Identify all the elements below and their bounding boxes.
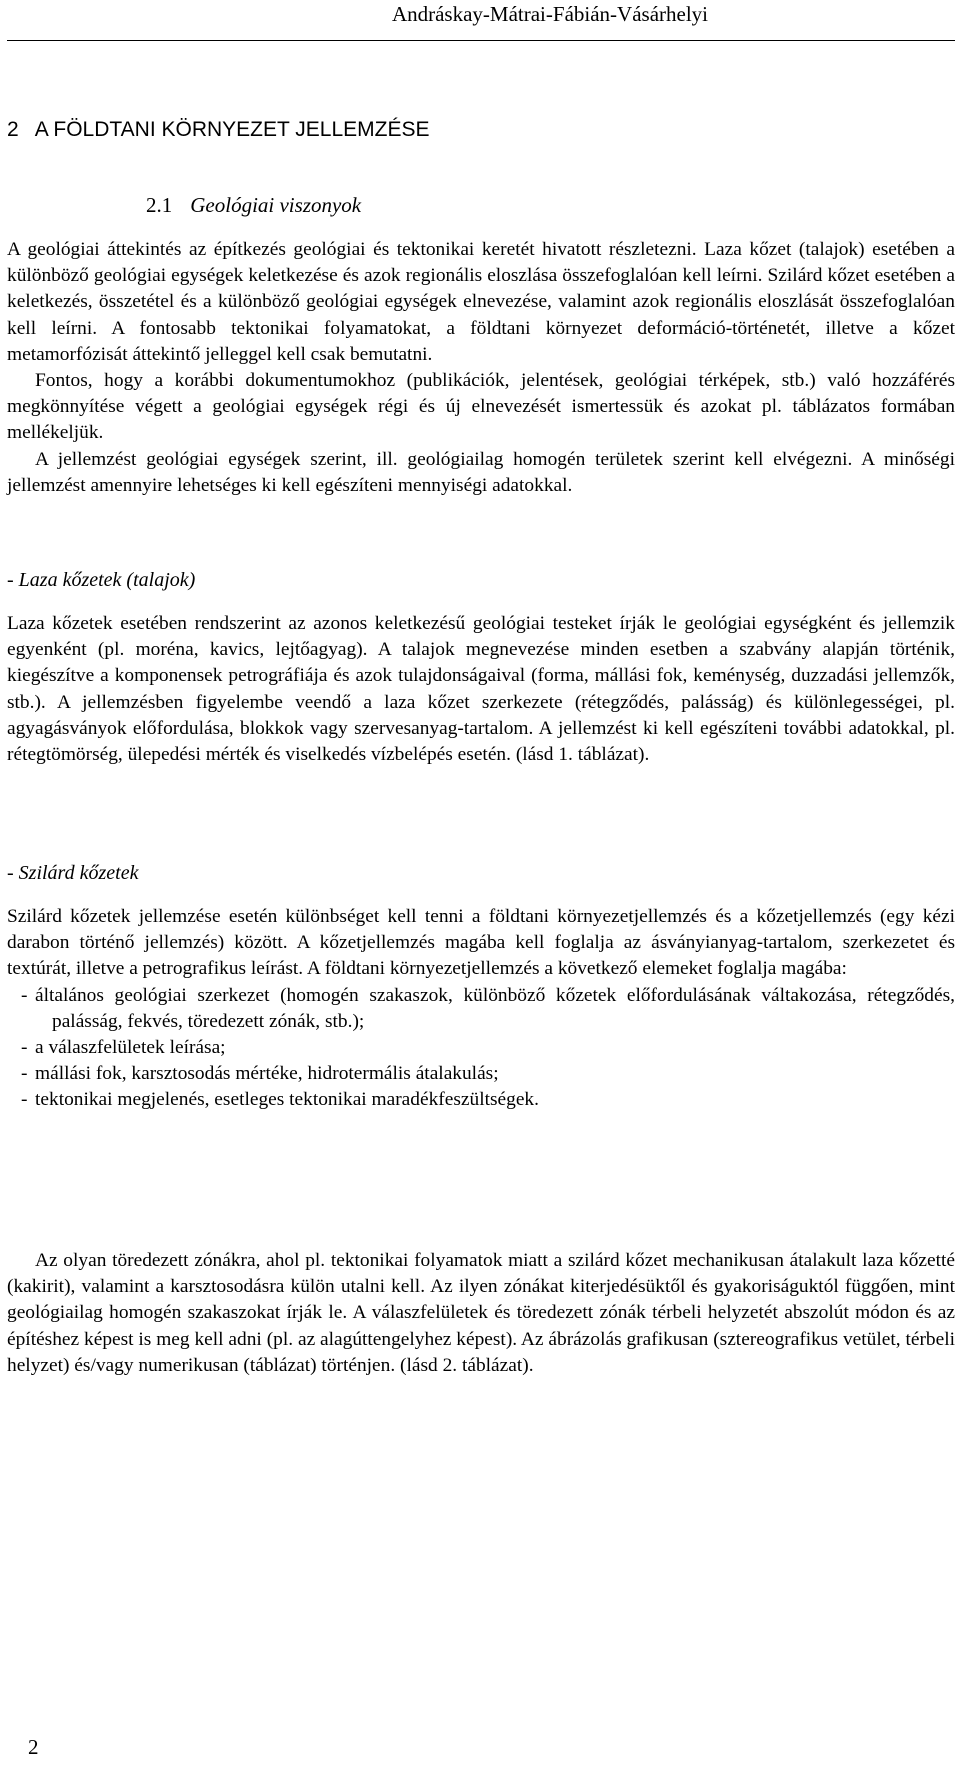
intro-paragraph-1: A geológiai áttekintés az építkezés geológiai és tektonikai keretét hivatott részletezni. Laza kőzet (talajok) esetében a különböző geológiai egységek keletkezése és azok regionális eloszlása összefoglalóan kell leírni. Szilárd kőzet esetében a keletkezés, összetétel és a különböző geológiai egységek elnevezése, valamint azok regionális eloszlását összefoglalóan kell leírni. A fontosabb tektonikai folyamatokat, a földtani környezet deformáció-történetét, illetve a kőzet metamorfózisát áttekintő jelleggel kell csak bemutatni. <box>7 239 955 365</box>
intro-paragraph-2: Fontos, hogy a korábbi dokumentumokhoz (publikációk, jelentések, geológiai térképek, stb.) való hozzáférés megkönnyítése végett a geológiai egységek régi és új elnevezését ismertessük és azokat pl. táblázatos formában mellékeljük. <box>7 370 955 444</box>
laza-heading: - Laza kőzetek (talajok) <box>7 569 196 591</box>
chapter-number: 2 <box>7 118 19 141</box>
szilard-heading: - Szilárd kőzetek <box>7 862 139 884</box>
list-item: - tektonikai megjelenés, esetleges tektonikai maradékfeszültségek. <box>7 1087 955 1113</box>
list-dash: - <box>21 1089 28 1111</box>
chapter-heading <box>7 118 430 142</box>
szilard-block-2 <box>7 1248 955 1379</box>
intro-paragraph-3: A jellemzést geológiai egységek szerint, ill. geológiailag homogén területek szerint kell elvégezni. A minőségi jellemzést amennyire lehetséges ki kell egészíteni mennyiségi adatokkal. <box>7 448 955 496</box>
list-item: - a válaszfelületek leírása; <box>7 1035 955 1061</box>
chapter-title: A FÖLDTANI KÖRNYEZET JELLEMZÉSE <box>34 118 430 141</box>
list-dash: - <box>21 1063 28 1085</box>
section-title: Geológiai viszonyok <box>190 193 362 217</box>
section-number: 2.1 <box>146 193 173 217</box>
section-heading <box>146 193 361 218</box>
page-number: 2 <box>28 1735 39 1759</box>
running-header: Andráskay-Mátrai-Fábián-Vásárhelyi <box>391 2 708 26</box>
list-dash: - <box>21 984 28 1006</box>
szilard-block <box>7 904 955 1114</box>
szilard-paragraph-2: Az olyan töredezett zónákra, ahol pl. tektonikai folyamatok miatt a szilárd kőzet mechanikusan átalakult laza kőzetté (kakirit), valamint a karsztosodásra külön utalni kell. Az ilyen zónákat kiterjedésüktől és gyakoriságuktól függően, mint geológiailag homogén szakaszokat írják le. A válaszfelületek és töredezett zónák térbeli helyzetét abszolút módon és az építéshez képest is meg kell adni (pl. az alagúttengelyhez képest). Az ábrázolás grafikusan (sztereografikus vetület, térbeli helyzet) és/vagy numerikusan (táblázat) történjen. (lásd 2. táblázat). <box>7 1250 955 1376</box>
list-item: - általános geológiai szerkezet (homogén szakaszok, különböző kőzetek előfordulásának váltakozása, rétegződés, palásság, fekvés, töredezett zónák, stb.); <box>21 984 955 1032</box>
szilard-paragraph-1: Szilárd kőzetek jellemzése esetén különbséget kell tenni a földtani környezetjellemzés és a kőzetjellemzés (egy kézi darabon történő jellemzés) között. A kőzetjellemzés magába kell foglalja az ásványianyag-tartalom, szerkezetet és textúrát, illetve a petrografikus leírást. A földtani környezetjellemzés a következő elemeket foglalja magába: <box>7 906 955 980</box>
szilard-element-list <box>7 983 955 1114</box>
laza-block <box>7 611 955 768</box>
intro-block <box>7 237 955 499</box>
list-dash: - <box>21 1037 28 1059</box>
list-item: - mállási fok, karsztosodás mértéke, hidrotermális átalakulás; <box>7 1061 955 1087</box>
header-rule <box>7 40 955 41</box>
laza-paragraph: Laza kőzetek esetében rendszerint az azonos keletkezésű geológiai testeket írják le geológiai egységként és jellemzik egyenként (pl. moréna, kavics, lejtőagyag). A talajok megnevezése minden esetben a szabvány alapján történik, kiegészítve a komponensek petrográfiája és azok tulajdonságaival (forma, mállási fok, keménység, duzzadási jellemzők, stb.). A jellemzésben figyelembe veendő a laza kőzet szerkezete (rétegződés, palásság) és különlegességei, pl. agyagásványok előfordulása, blokkok vagy szervesanyag-tartalom. A jellemzést ki kell egészíteni további adatokkal, pl. rétegtömörség, ülepedési mérték és viselkedés vízbelépés esetén. (lásd 1. táblázat). <box>7 613 955 766</box>
